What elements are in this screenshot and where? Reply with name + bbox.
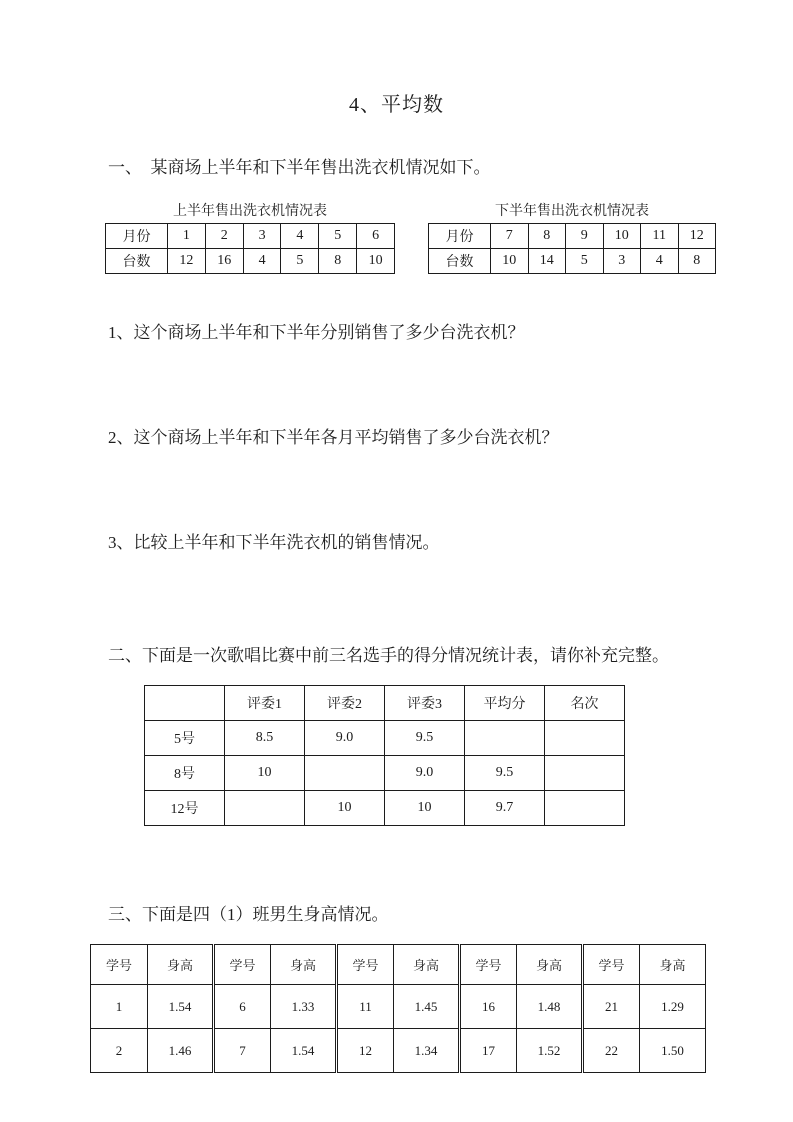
- table-row: [429, 249, 716, 274]
- table-header-row: [91, 945, 706, 985]
- first-half-table-caption: 上半年售出洗衣机情况表: [173, 204, 327, 219]
- question-3: 3、比较上半年和下半年洗衣机的销售情况。: [108, 533, 440, 552]
- score-cell: 10: [385, 791, 465, 826]
- student-no-cell: 11: [337, 985, 394, 1029]
- first-half-sales-block: [105, 200, 395, 274]
- column-header-student-no: 学号: [583, 945, 640, 985]
- column-header-student-no: 学号: [337, 945, 394, 985]
- table-cell-units: 8: [319, 249, 357, 274]
- contestant-label: 8号: [145, 756, 225, 791]
- table-cell-month: 10: [603, 224, 641, 249]
- score-cell-blank: [465, 721, 545, 756]
- score-cell: 9.7: [465, 791, 545, 826]
- table-cell-units: 16: [205, 249, 243, 274]
- column-header-height: 身高: [271, 945, 337, 985]
- column-header-rank: 名次: [545, 686, 625, 721]
- table-row: [145, 791, 625, 826]
- score-cell: 8.5: [225, 721, 305, 756]
- score-cell: 9.0: [305, 721, 385, 756]
- score-cell: 9.0: [385, 756, 465, 791]
- table-cell-month: 6: [357, 224, 395, 249]
- row-header-units: 台数: [429, 249, 491, 274]
- height-cell: 1.45: [394, 985, 460, 1029]
- table-cell-month: 7: [491, 224, 529, 249]
- height-cell: 1.33: [271, 985, 337, 1029]
- question-1: 1、这个商场上半年和下半年分别销售了多少台洗衣机？: [108, 323, 525, 342]
- first-half-sales-table: [105, 223, 395, 274]
- column-header-student-no: 学号: [214, 945, 271, 985]
- sales-tables-row: [105, 200, 793, 274]
- height-cell: 1.48: [517, 985, 583, 1029]
- column-header-contestant: [145, 686, 225, 721]
- column-header-height: 身高: [517, 945, 583, 985]
- table-row: [91, 985, 706, 1029]
- rank-cell-blank: [545, 756, 625, 791]
- second-half-table-caption: 下半年售出洗衣机情况表: [495, 204, 649, 219]
- score-cell-blank: [225, 791, 305, 826]
- rank-cell-blank: [545, 791, 625, 826]
- table-cell-month: 3: [243, 224, 281, 249]
- student-no-cell: 17: [460, 1029, 517, 1073]
- student-no-cell: 1: [91, 985, 148, 1029]
- row-header-month: 月份: [106, 224, 168, 249]
- score-cell-blank: [305, 756, 385, 791]
- table-cell-month: 9: [566, 224, 604, 249]
- table-header-row: [145, 686, 625, 721]
- table-row: [91, 1029, 706, 1073]
- column-header-height: 身高: [394, 945, 460, 985]
- table-cell-month: 12: [678, 224, 716, 249]
- table-cell-month: 2: [205, 224, 243, 249]
- height-table: [90, 944, 706, 1073]
- table-row: [145, 721, 625, 756]
- table-cell-month: 5: [319, 224, 357, 249]
- second-half-sales-block: [428, 200, 716, 274]
- table-cell-month: 4: [281, 224, 319, 249]
- student-no-cell: 6: [214, 985, 271, 1029]
- height-cell: 1.46: [148, 1029, 214, 1073]
- table-cell-units: 10: [357, 249, 395, 274]
- contestant-label: 12号: [145, 791, 225, 826]
- contestant-label: 5号: [145, 721, 225, 756]
- student-no-cell: 7: [214, 1029, 271, 1073]
- table-cell-units: 5: [566, 249, 604, 274]
- table-row: [429, 224, 716, 249]
- score-cell: 9.5: [385, 721, 465, 756]
- table-cell-units: 12: [168, 249, 206, 274]
- student-no-cell: 2: [91, 1029, 148, 1073]
- height-cell: 1.34: [394, 1029, 460, 1073]
- height-cell: 1.54: [271, 1029, 337, 1073]
- student-no-cell: 22: [583, 1029, 640, 1073]
- section1-heading: 一、 某商场上半年和下半年售出洗衣机情况如下。: [108, 158, 491, 177]
- table-row: [145, 756, 625, 791]
- column-header-judge1: 评委1: [225, 686, 305, 721]
- rank-cell-blank: [545, 721, 625, 756]
- table-cell-units: 5: [281, 249, 319, 274]
- height-cell: 1.54: [148, 985, 214, 1029]
- column-header-height: 身高: [640, 945, 706, 985]
- table-cell-units: 3: [603, 249, 641, 274]
- second-half-sales-table: [428, 223, 716, 274]
- column-header-average: 平均分: [465, 686, 545, 721]
- table-cell-month: 8: [528, 224, 566, 249]
- height-cell: 1.50: [640, 1029, 706, 1073]
- table-row: [106, 249, 395, 274]
- row-header-month: 月份: [429, 224, 491, 249]
- student-no-cell: 21: [583, 985, 640, 1029]
- column-header-student-no: 学号: [91, 945, 148, 985]
- score-table: [144, 685, 625, 826]
- table-cell-month: 11: [641, 224, 679, 249]
- section3-heading: 三、下面是四（1）班男生身高情况。: [108, 905, 389, 924]
- score-cell: 10: [305, 791, 385, 826]
- column-header-judge3: 评委3: [385, 686, 465, 721]
- height-cell: 1.52: [517, 1029, 583, 1073]
- page-title: 4、平均数: [349, 94, 444, 116]
- column-header-height: 身高: [148, 945, 214, 985]
- section2-heading: 二、下面是一次歌唱比赛中前三名选手的得分情况统计表，请你补充完整。: [108, 646, 669, 665]
- table-row: [106, 224, 395, 249]
- column-header-judge2: 评委2: [305, 686, 385, 721]
- table-cell-units: 4: [243, 249, 281, 274]
- table-cell-month: 1: [168, 224, 206, 249]
- score-cell: 9.5: [465, 756, 545, 791]
- row-header-units: 台数: [106, 249, 168, 274]
- score-cell: 10: [225, 756, 305, 791]
- question-2: 2、这个商场上半年和下半年各月平均销售了多少台洗衣机？: [108, 428, 559, 447]
- table-cell-units: 8: [678, 249, 716, 274]
- student-no-cell: 12: [337, 1029, 394, 1073]
- student-no-cell: 16: [460, 985, 517, 1029]
- table-cell-units: 4: [641, 249, 679, 274]
- table-cell-units: 10: [491, 249, 529, 274]
- column-header-student-no: 学号: [460, 945, 517, 985]
- table-cell-units: 14: [528, 249, 566, 274]
- height-cell: 1.29: [640, 985, 706, 1029]
